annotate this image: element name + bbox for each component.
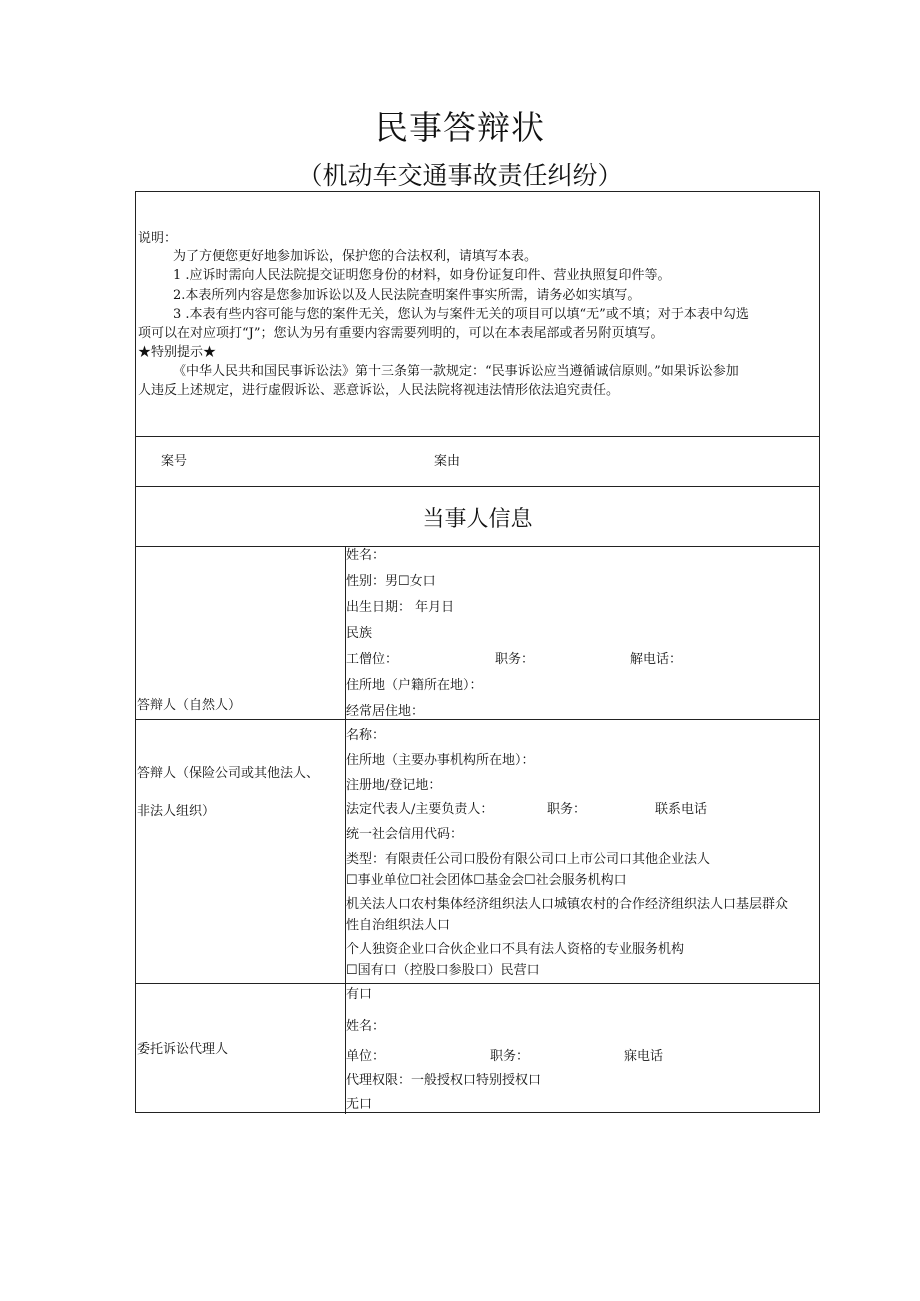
notes-line-1: 为了方便您更好地参加诉讼，保护您的合法权利，请填写本表。 <box>173 249 538 264</box>
notes-line-4a: 3 .本表有些内容可能与您的案件无关，您认为与案件无关的项目可以填“无”或不填；对于本表中勾选 <box>173 307 749 322</box>
agent-position-field[interactable]: 职务： <box>490 1049 530 1064</box>
lp-type-line-2[interactable]: ☐事业单位☐社会团体☐基金会☐社会服务机构口 <box>346 873 627 888</box>
agent-authority-field[interactable]: 代理权限：一般授权口特别授权口 <box>346 1073 542 1088</box>
divider <box>136 436 819 437</box>
agent-label: 委托诉讼代理人 <box>137 1042 229 1057</box>
legal-person-label-line1: 答辩人（保险公司或其他法人、 <box>137 766 320 781</box>
notes-line-4b: 项可以在对应项打“J”；您认为另有重要内容需要列明的，可以在本表尾部或者另附页填写。 <box>138 326 664 341</box>
np-gender-field[interactable]: 性别：男☐女口 <box>346 574 436 589</box>
document-subtitle: （机动车交通事故责任纠纷） <box>297 161 623 190</box>
divider <box>136 546 819 547</box>
agent-name-field[interactable]: 姓名： <box>346 1019 386 1034</box>
lp-name-field[interactable]: 名称： <box>346 728 386 743</box>
notes-line-3: 2.本表所列内容是您参加诉讼以及人民法院查明案件事实所需，请务必如实填写。 <box>173 288 641 303</box>
case-cause-label: 案由 <box>434 454 461 469</box>
section-title: 当事人信息 <box>422 507 533 532</box>
np-ethnic-field[interactable]: 民族 <box>346 626 373 641</box>
agent-has-checkbox[interactable]: 有口 <box>346 987 373 1002</box>
case-number-label: 案号 <box>161 454 188 469</box>
notes-heading: 说明： <box>138 231 178 246</box>
notes-line-2: 1 .应诉时需向人民法院提交证明您身份的材料，如身份证复印件、营业执照复印件等。 <box>173 268 671 283</box>
agent-none-checkbox[interactable]: 无口 <box>346 1097 373 1112</box>
lp-type-line-1[interactable]: 类型：有限责任公司口股份有限公司口上市公司口其他企业法人 <box>346 852 711 867</box>
lp-rep-position-field[interactable]: 职务： <box>547 802 587 817</box>
np-work-unit-field[interactable]: 工僧位： <box>346 652 399 667</box>
lp-credit-code-field[interactable]: 统一社会信用代码： <box>346 827 464 842</box>
lp-address-field[interactable]: 住所地（主要办事机构所在地）： <box>346 753 535 768</box>
np-position-field[interactable]: 职务： <box>495 652 535 667</box>
special-notice-line-b: 人违反上述规定，进行虚假诉讼、恶意诉讼，人民法院将视违法情形依法追究责任。 <box>138 383 620 398</box>
special-notice-heading: ★特别提示★ <box>138 345 217 360</box>
lp-representative-field[interactable]: 法定代表人/主要负责人： <box>346 802 494 817</box>
np-birth-field[interactable]: 出生日期： 年月日 <box>346 600 455 615</box>
document-title: 民事答辩状 <box>375 108 545 147</box>
np-residence-field[interactable]: 住所地（户籍所在地）： <box>346 678 483 693</box>
agent-unit-field[interactable]: 单位： <box>346 1049 386 1064</box>
lp-rep-phone-field[interactable]: 联系电话 <box>655 802 708 817</box>
np-phone-field[interactable]: 解电话： <box>630 652 683 667</box>
answer-form-table <box>135 191 820 1113</box>
np-habitual-residence-field[interactable]: 经常居住地： <box>346 704 425 719</box>
np-name-field[interactable]: 姓名： <box>346 548 386 563</box>
special-notice-line-a: 《中华人民共和国民事诉讼法》第十三条第一款规定：“民事诉讼应当遵循诚信原则。”如果诉讼参加 <box>173 364 739 379</box>
lp-type-line-5[interactable]: ☐国有口（控股口参股口）民营口 <box>346 963 540 978</box>
lp-type-line-3b[interactable]: 性自治组织法人口 <box>346 918 451 933</box>
divider <box>136 719 819 720</box>
lp-registered-field[interactable]: 注册地/登记地： <box>346 778 442 793</box>
divider <box>136 983 819 984</box>
lp-type-line-4[interactable]: 个人独资企业口合伙企业口不具有法人资格的专业服务机构 <box>346 942 685 957</box>
lp-type-line-3a[interactable]: 机关法人口农村集体经济组织法人口城镇农村的合作经济组织法人口基层群众 <box>346 897 789 912</box>
divider <box>136 486 819 487</box>
legal-person-label-line2: 非法人组织） <box>137 804 216 819</box>
agent-phone-field[interactable]: 寐电话 <box>624 1049 664 1064</box>
natural-person-label: 答辩人（自然人） <box>137 698 242 713</box>
